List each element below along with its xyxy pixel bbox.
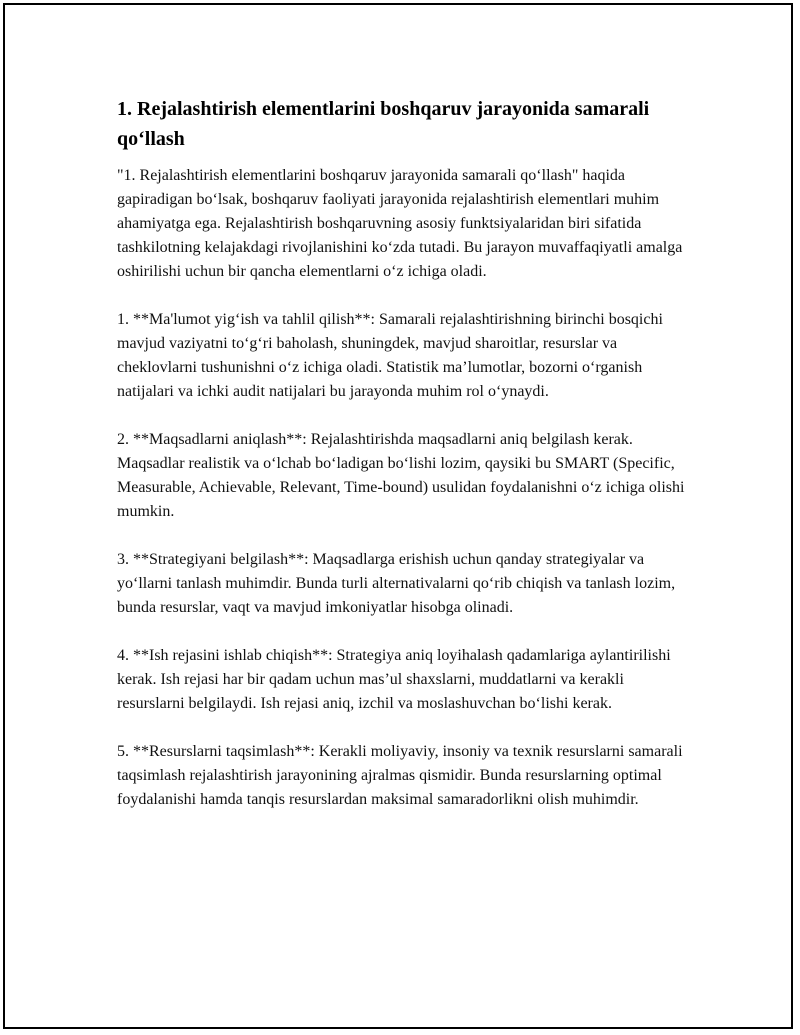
paragraph-strategy: 3. **Strategiyani belgilash**: Maqsadlarga erishish uchun qanday strategiyalar va yo‘llarni tanlash muhimdir. Bunda turli alternativalarni qo‘rib chiqish va tanlash lozim, bunda resurslar, vaqt va mavjud imkoniyatlar hisobga olinadi. [117,551,676,616]
paragraph-data-collection: 1. **Ma'lumot yig‘ish va tahlil qilish**: Samarali rejalashtirishning birinchi bosqichi mavjud vaziyatni to‘g‘ri baholash, shuningdek, mavjud sharoitlar, resurslar va cheklovlarni tushunishni o‘z ichiga oladi. Statistik ma’lumotlar, bozorni o‘rganish natijalari va ichki audit natijalari bu jarayonda muhim rol o‘ynaydi. [117,311,663,400]
paragraph-goals: 2. **Maqsadlarni aniqlash**: Rejalashtirishda maqsadlarni aniq belgilash kerak. Maqsadlar realistik va o‘lchab bo‘ladigan bo‘lishi lozim, qaysiki bu SMART (Specific, Measurable, Achievable, Relevant, Time-bound) usulidan foydalanishni o‘z ichiga olishi mumkin. [117,431,685,520]
intro-paragraph: "1. Rejalashtirish elementlarini boshqaruv jarayonida samarali qo‘llash" haqida gapiradigan bo‘lsak, boshqaruv faoliyati jarayonida rejalashtirish elementlari muhim ahamiyatga ega. Rejalashtirish boshqaruvning asosiy funktsiyalaridan biri sifatida tashkilotning kelajakdagi rivojlanishini ko‘zda tutadi. Bu jarayon muvaffaqiyatli amalga oshirilishi uchun bir qancha elementlarni o‘z ichiga oladi. [117,167,683,280]
document-body [117,94,687,836]
paragraph-resources: 5. **Resurslarni taqsimlash**: Kerakli moliyaviy, insoniy va texnik resurslarni samarali taqsimlash rejalashtirish jarayonining ajralmas qismidir. Bunda resurslarning optimal foydalanishi hamda tanqis resurslardan maksimal samaradorlikni olish muhimdir. [117,743,683,808]
paragraph-work-plan: 4. **Ish rejasini ishlab chiqish**: Strategiya aniq loyihalash qadamlariga aylantirilishi kerak. Ish rejasi har bir qadam uchun mas’ul shaxslarni, muddatlarni va kerakli resurslarni belgilaydi. Ish rejasi aniq, izchil va moslashuvchan bo‘lishi kerak. [117,647,671,712]
document-title: 1. Rejalashtirish elementlarini boshqaruv jarayonida samarali qo‘llash [117,98,650,150]
